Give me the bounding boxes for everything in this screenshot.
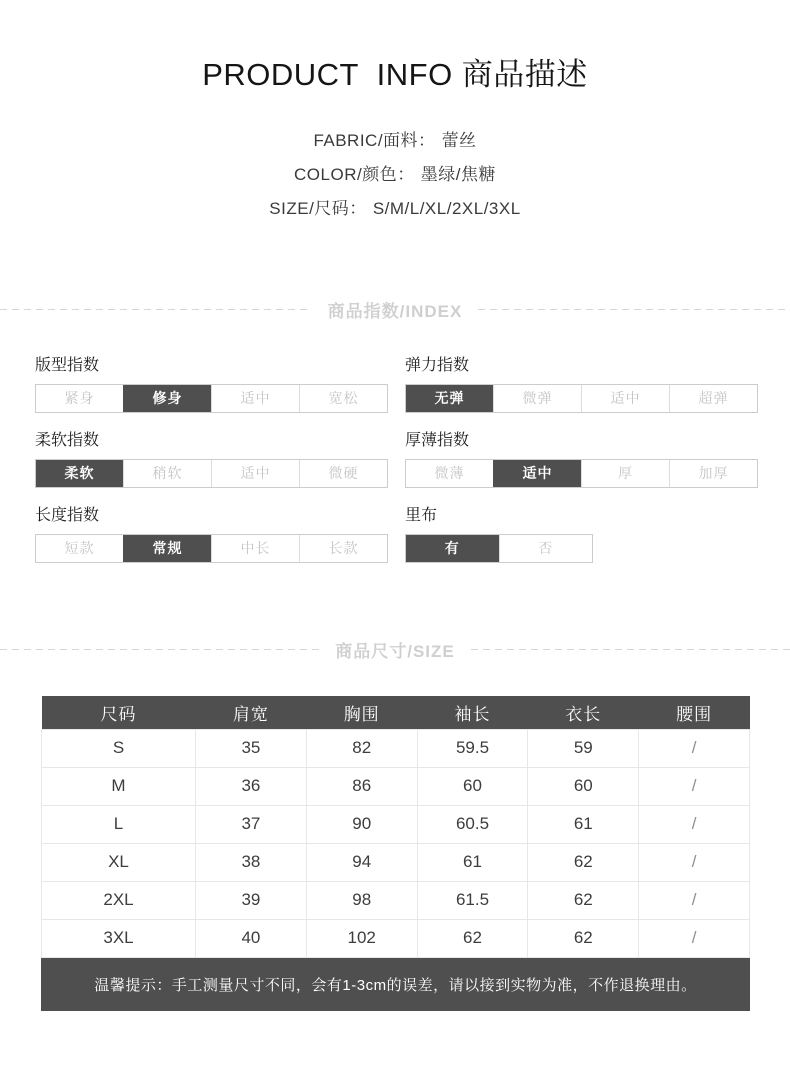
- index-option-bar: [35, 459, 388, 488]
- index-option: 适中: [581, 385, 669, 412]
- index-option-bar: [35, 384, 388, 413]
- size-table-cell: /: [639, 919, 750, 957]
- index-group: [405, 506, 758, 563]
- size-table-row: [42, 843, 750, 881]
- index-option: 长款: [299, 535, 387, 562]
- size-table-header-row: [42, 696, 750, 729]
- size-table-cell: /: [639, 805, 750, 843]
- index-option-selected: 修身: [123, 385, 211, 412]
- size-table-cell: 39: [196, 881, 307, 919]
- size-table-cell: /: [639, 729, 750, 767]
- size-table-size-cell: 3XL: [42, 919, 196, 957]
- index-option: 适中: [211, 385, 299, 412]
- index-option: 中长: [211, 535, 299, 562]
- index-option-selected: 柔软: [36, 460, 123, 487]
- size-table-cell: 60: [417, 767, 528, 805]
- size-table-header-cell: 腰围: [639, 696, 750, 729]
- index-option: 微硬: [299, 460, 387, 487]
- size-table-row: [42, 881, 750, 919]
- index-group-label: 版型指数: [35, 357, 100, 374]
- divider-dash-right: [478, 309, 790, 310]
- size-table-cell: 36: [196, 767, 307, 805]
- size-table-size-cell: L: [42, 805, 196, 843]
- index-option: 紧身: [64, 390, 95, 406]
- index-group: [405, 431, 758, 488]
- size-table-cell: 60.5: [417, 805, 528, 843]
- color-label: COLOR/颜色：: [294, 165, 415, 184]
- size-table-cell: 98: [306, 881, 417, 919]
- size-table-header: [42, 696, 750, 729]
- size-table: [41, 696, 750, 958]
- size-table-size-cell: 2XL: [42, 881, 196, 919]
- size-table-cell: 86: [306, 767, 417, 805]
- index-option-bar: [405, 384, 758, 413]
- size-table-cell: /: [639, 767, 750, 805]
- size-table-row: [42, 767, 750, 805]
- size-table-header-cell: 袖长: [417, 696, 528, 729]
- size-table-row: [42, 729, 750, 767]
- index-group-label: 长度指数: [35, 507, 100, 524]
- index-option: 超弹: [669, 385, 757, 412]
- size-table-cell: 62: [528, 881, 639, 919]
- product-info-block: [0, 128, 790, 230]
- index-group: [35, 431, 388, 488]
- index-group-label: 里布: [405, 507, 438, 524]
- size-table-cell: 61: [528, 805, 639, 843]
- index-group: [35, 506, 388, 563]
- index-option: 适中: [211, 460, 299, 487]
- size-table-body: [42, 729, 750, 957]
- index-option-bar: [35, 534, 388, 563]
- size-table-header-cell: 尺码: [42, 696, 196, 729]
- size-table-cell: 102: [306, 919, 417, 957]
- index-option: 加厚: [669, 460, 757, 487]
- divider-dash-right: [471, 649, 790, 650]
- size-table-cell: /: [639, 843, 750, 881]
- index-option: 稍软: [123, 460, 211, 487]
- index-option: 否: [499, 535, 593, 562]
- size-table-cell: 60: [528, 767, 639, 805]
- index-group-label: 柔软指数: [35, 432, 100, 449]
- index-group: [405, 356, 758, 413]
- size-label: SIZE/尺码：: [269, 199, 367, 218]
- index-option: 微薄: [434, 465, 465, 481]
- size-value: S/M/L/XL/2XL/3XL: [372, 199, 521, 218]
- divider-dash-left: [0, 649, 319, 650]
- color-value: 墨绿/焦糖: [420, 165, 496, 184]
- size-table-cell: 82: [306, 729, 417, 767]
- size-table-cell: 59: [528, 729, 639, 767]
- divider-index-label: 商品指数/INDEX: [327, 301, 463, 321]
- index-option-selected: 有: [406, 535, 499, 562]
- index-group-label: 厚薄指数: [405, 432, 470, 449]
- size-table-size-cell: M: [42, 767, 196, 805]
- fabric-label: FABRIC/面料：: [313, 131, 436, 150]
- index-option: 宽松: [299, 385, 387, 412]
- size-table-header-cell: 胸围: [306, 696, 417, 729]
- fabric-value: 蕾丝: [441, 131, 477, 150]
- size-table-cell: 61.5: [417, 881, 528, 919]
- index-option-bar: [405, 534, 593, 563]
- index-option: 厚: [581, 460, 669, 487]
- index-option: 微弹: [493, 385, 581, 412]
- color-line: [294, 162, 496, 187]
- size-table-cell: 40: [196, 919, 307, 957]
- size-table-cell: 62: [528, 919, 639, 957]
- page-title: PRODUCT INFO 商品描述: [202, 57, 588, 92]
- size-table-cell: 62: [528, 843, 639, 881]
- size-table-size-cell: XL: [42, 843, 196, 881]
- index-option-selected: 适中: [493, 460, 581, 487]
- size-table-cell: 59.5: [417, 729, 528, 767]
- size-table-cell: 94: [306, 843, 417, 881]
- divider-index: [0, 298, 790, 320]
- index-option-bar: [405, 459, 758, 488]
- divider-size: [0, 638, 790, 660]
- divider-dash-left: [0, 309, 312, 310]
- divider-size-label: 商品尺寸/SIZE: [335, 641, 455, 661]
- index-option-selected: 无弹: [406, 385, 493, 412]
- index-group-label: 弹力指数: [405, 357, 470, 374]
- size-table-row: [42, 805, 750, 843]
- size-table-row: [42, 919, 750, 957]
- size-line: [269, 196, 520, 221]
- index-group: [35, 356, 388, 413]
- size-table-size-cell: S: [42, 729, 196, 767]
- size-table-cell: /: [639, 881, 750, 919]
- size-table-cell: 35: [196, 729, 307, 767]
- size-table-cell: 62: [417, 919, 528, 957]
- size-table-cell: 61: [417, 843, 528, 881]
- index-option: 短款: [64, 540, 95, 556]
- size-table-header-cell: 肩宽: [196, 696, 307, 729]
- index-section: [35, 356, 758, 563]
- size-table-header-cell: 衣长: [528, 696, 639, 729]
- size-note: 温馨提示：手工测量尺寸不同，会有1-3cm的误差，请以接到实物为准，不作退换理由。: [41, 958, 750, 1011]
- size-table-cell: 37: [196, 805, 307, 843]
- index-option-selected: 常规: [123, 535, 211, 562]
- size-table-cell: 90: [306, 805, 417, 843]
- size-table-cell: 38: [196, 843, 307, 881]
- fabric-line: [313, 128, 476, 153]
